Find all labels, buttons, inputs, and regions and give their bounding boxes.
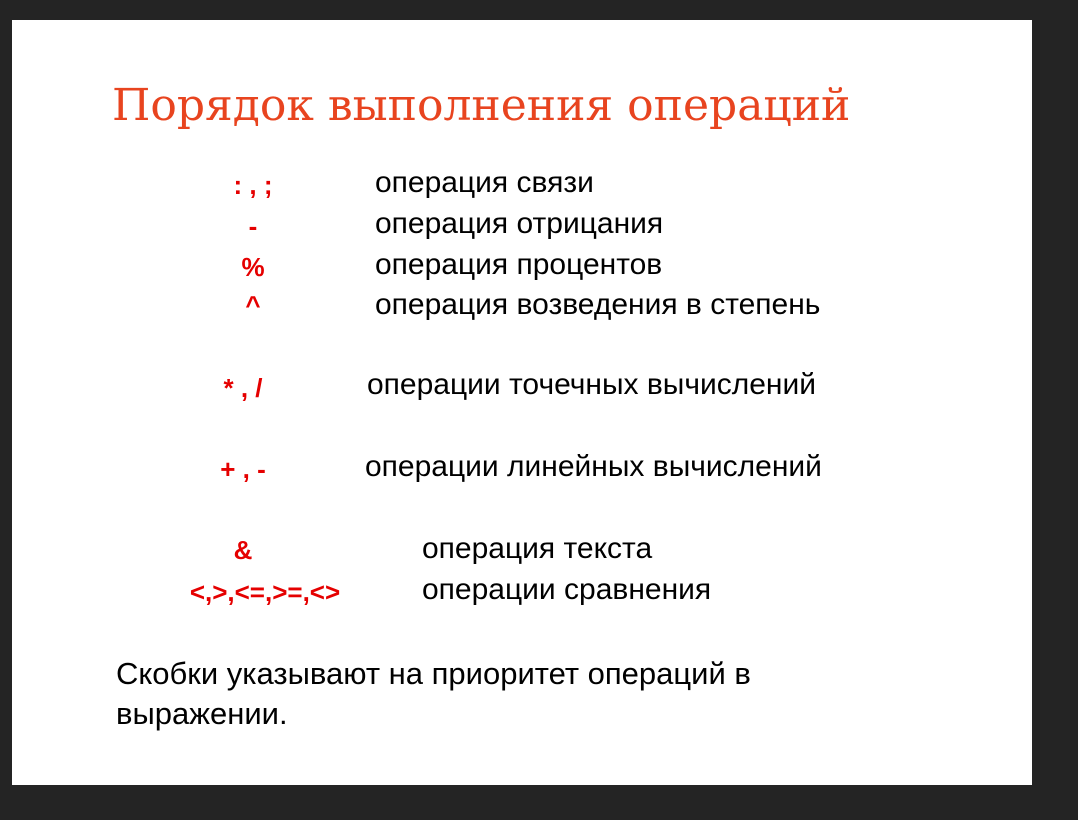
footer-note-line-1: Скобки указывают на приоритет операций в [116, 656, 751, 691]
operator-description-text: операция текста [422, 532, 653, 565]
operator-symbol-link: : , ; [233, 170, 273, 200]
operator-symbol-text: & [233, 535, 253, 565]
slide [12, 20, 1032, 785]
operator-symbol-negation: - [248, 211, 258, 241]
operator-symbol-power: ^ [245, 290, 261, 320]
footer-note [116, 654, 916, 734]
operator-description-negation: операция отрицания [375, 207, 664, 240]
footer-note-line-2: выражении. [116, 696, 288, 731]
operator-description-percent: операция процентов [375, 248, 663, 281]
operator-description-additive: операции линейных вычислений [365, 450, 822, 483]
operator-description-power: операция возведения в степень [375, 288, 821, 321]
operator-description-link: операция связи [375, 166, 594, 199]
operator-symbol-additive: + , - [220, 454, 266, 484]
operator-symbol-comparison: <,>,<=,>=,<> [189, 577, 341, 607]
operator-description-multiplicative: операции точечных вычислений [367, 368, 817, 401]
slide-title: Порядок выполнения операций [112, 80, 851, 131]
operator-description-comparison: операции сравнения [422, 573, 712, 606]
operator-symbol-multiplicative: * , / [223, 373, 263, 403]
operator-symbol-percent: % [241, 252, 265, 282]
